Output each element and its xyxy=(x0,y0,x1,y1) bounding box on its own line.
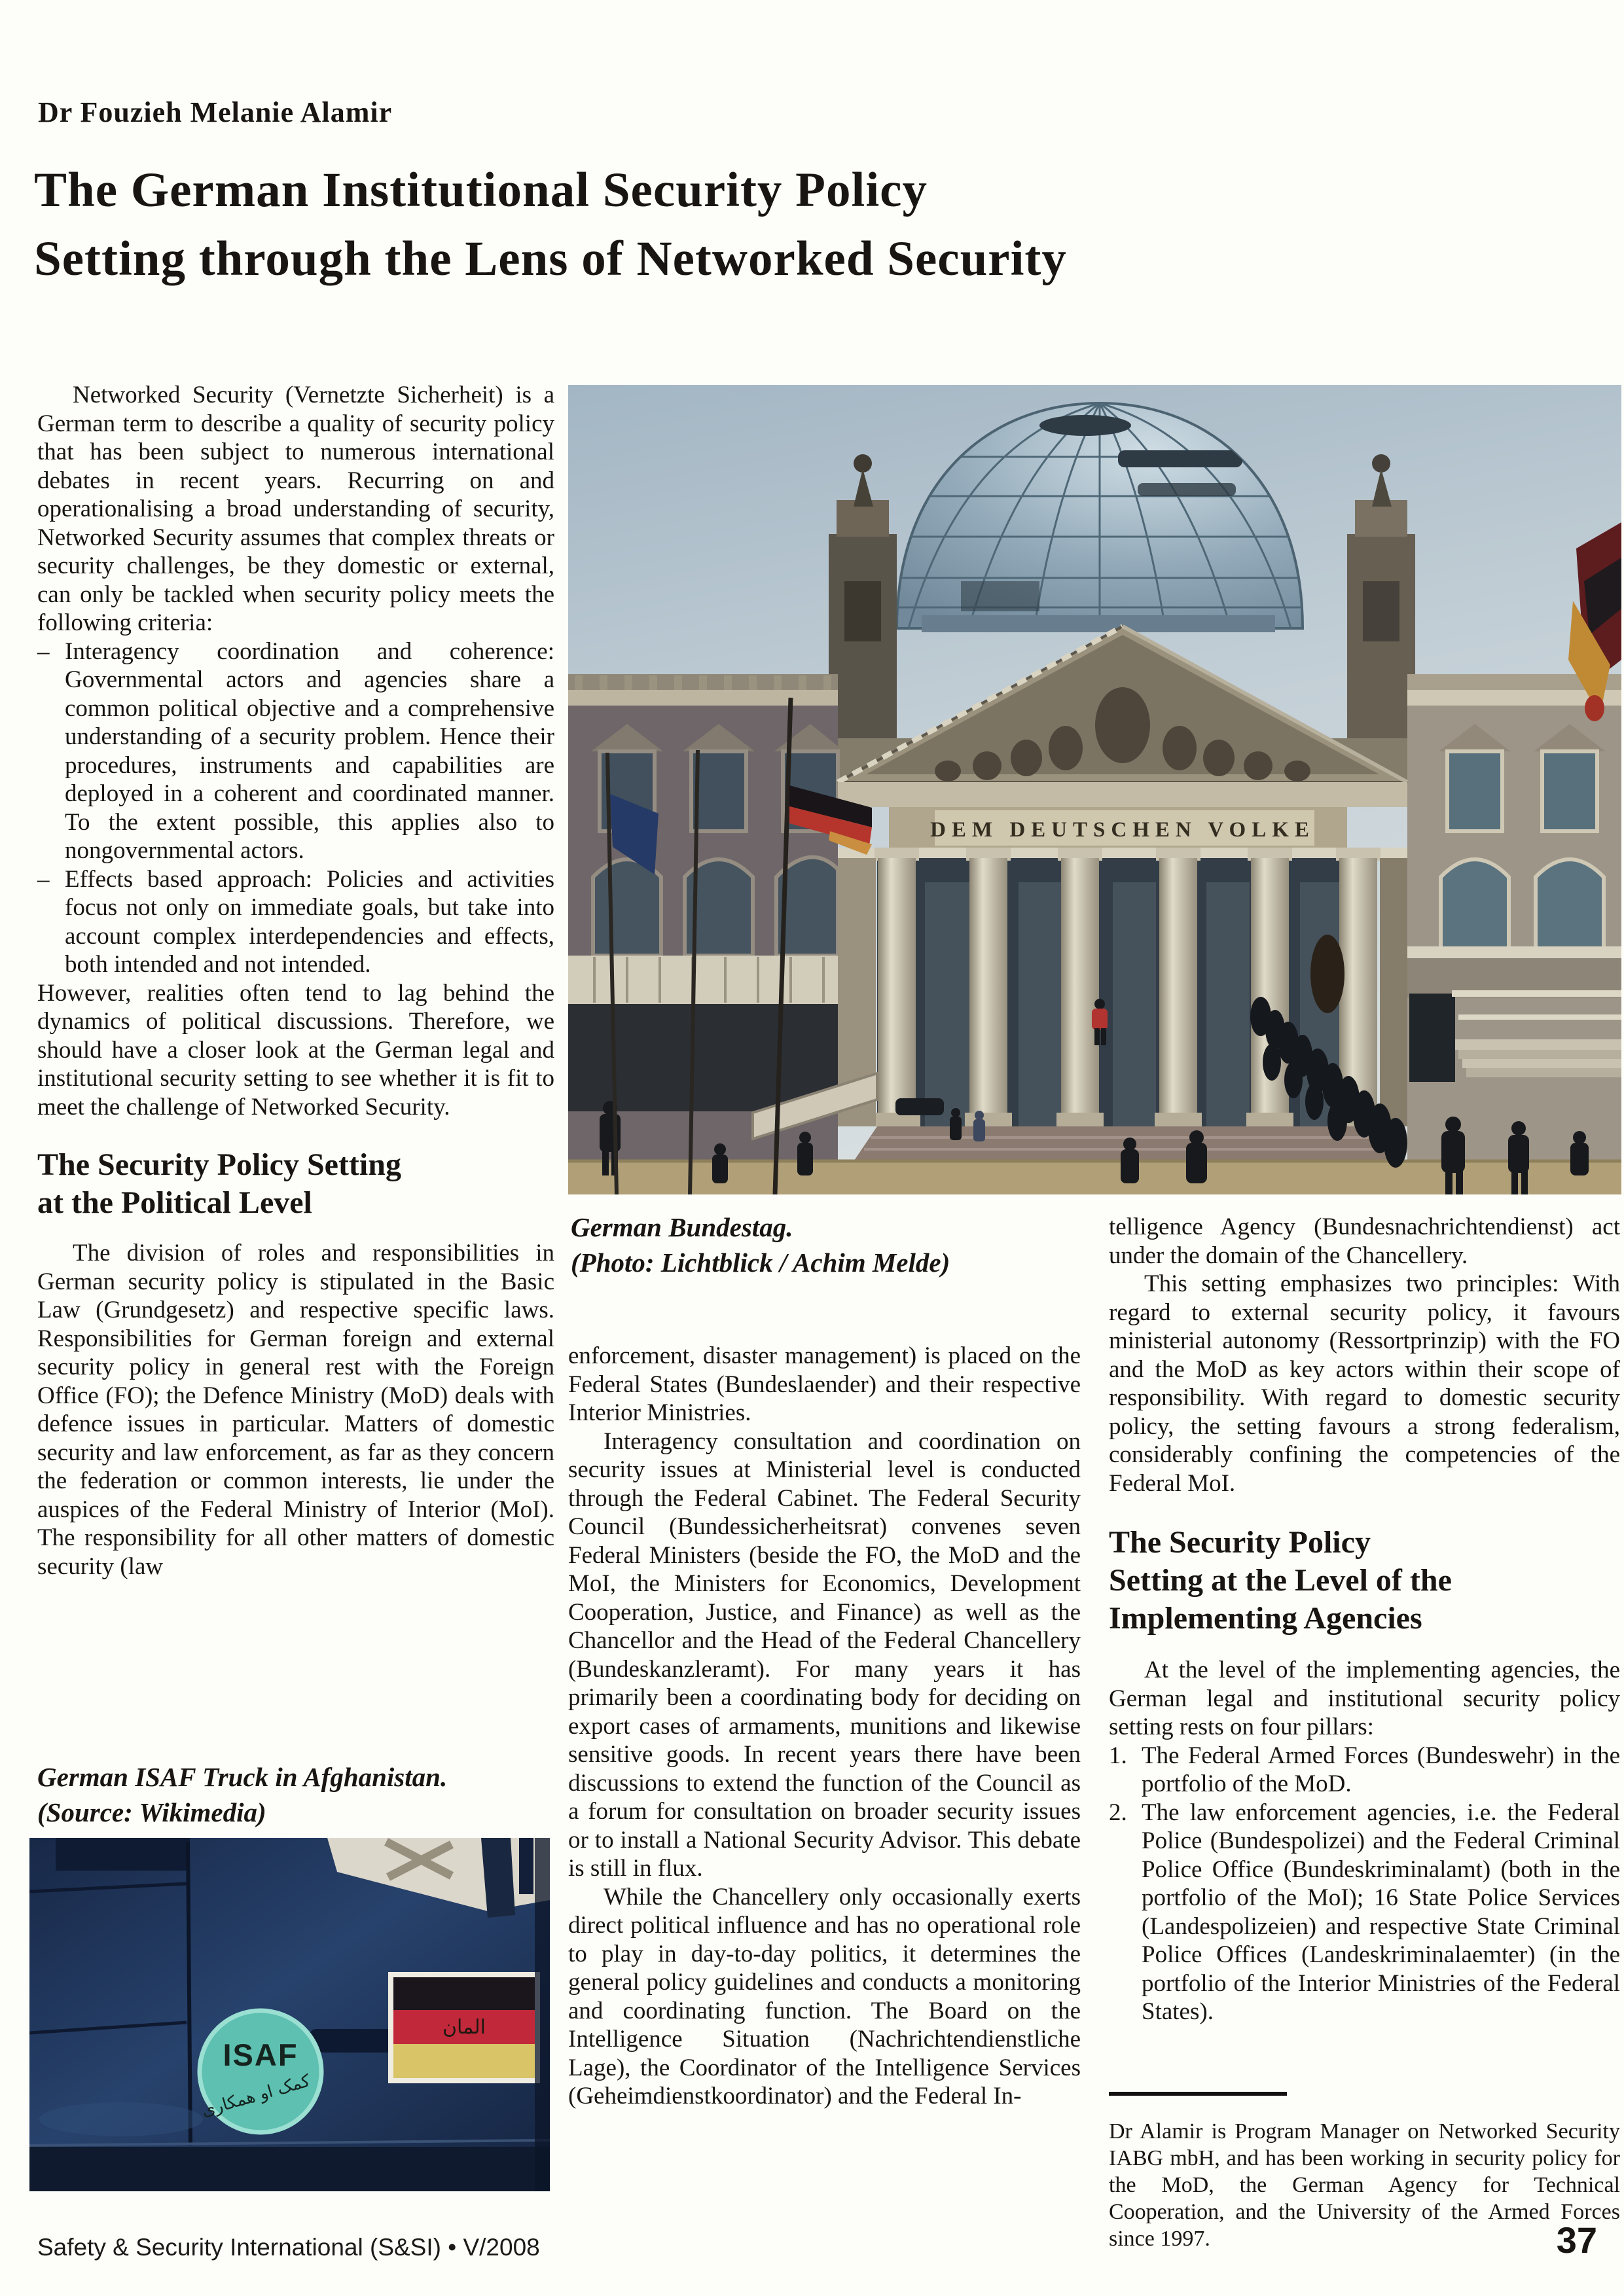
section-heading-line: The Security Policy xyxy=(1109,1525,1371,1560)
right-wing xyxy=(1407,674,1621,1194)
article-title xyxy=(34,156,1067,293)
paragraph: This setting emphasizes two principles: With regard to external security policy, it favours ministerial autonomy (Ressortprinzip) with the FO and the MoD as key actors within their scope of responsibility. With regard to domestic security policy, the setting favours a strong federalism, considerably confining the competencies of the Federal MoI. xyxy=(1109,1270,1620,1497)
page-number: 37 xyxy=(1556,2219,1597,2261)
list-number: 2. xyxy=(1109,1799,1127,1826)
left-tower xyxy=(829,454,897,786)
german-flag-sticker xyxy=(388,1972,540,2083)
paragraph: Networked Security (Vernetzte Sicherheit) is a German term to describe a quality of security policy that has been subject to numerous international debates in recent years. Recurring on and operationalising a broad understanding of security, Networked Security assumes that complex threats or security challenges, be they domestic or external, can only be tackled when security policy meets the following criteria: xyxy=(37,382,554,636)
article-title-line1: The German Institutional Security Policy xyxy=(34,163,928,217)
architrave xyxy=(838,782,1407,807)
section-heading-line: Implementing Agencies xyxy=(1109,1601,1422,1636)
right-shadow xyxy=(535,1838,550,2191)
isaf-badge-text: ISAF xyxy=(223,2037,298,2072)
door-seam xyxy=(188,1842,190,2145)
paragraph: The division of roles and responsibilities in German security policy is stipulated in the Basic Law (Grundgesetz) and respective specific laws. Responsibilities for German foreign and external security policy in general rest with the Foreign Office (FO); the Defence Ministry (MoD) deals with defence issues in particular. Matters of domestic security and law enforcement, as far as they concern the federation or common interests, lie under the auspices of the Federal Ministry of Interior (MoI). The responsibility for all other matters of domestic security (law xyxy=(37,1240,554,1580)
paragraph: While the Chancellery only occasionally exerts direct political influence and has no operational role to play in day-to-day politics, it determines the general policy guidelines and conducts a monitoring and coordinating function. The Board on the Intelligence Situation (Nachrichtendienstliche Lage), the Coordinator of the Intelligence Services (Geheimdienstkoordinator) and the Federal In- xyxy=(568,1883,1081,2109)
caption-line: German ISAF Truck in Afghanistan. xyxy=(37,1762,448,1792)
bundestag-photo-caption xyxy=(571,1210,950,1280)
journal-footer: Safety & Security International (S&SI) • V/2008 xyxy=(37,2234,540,2261)
author-byline: Dr Fouzieh Melanie Alamir xyxy=(38,96,393,128)
paragraph: telligence Agency (Bundesnachrichtendienst) act under the domain of the Chancellery. xyxy=(1109,1213,1620,1269)
bundestag-photo xyxy=(568,385,1621,1194)
inscription: DEM DEUTSCHEN VOLKE xyxy=(930,818,1315,842)
section-heading-political-level xyxy=(37,1146,554,1222)
numbered-list-item xyxy=(1109,1799,1620,2026)
numbered-list-item xyxy=(1109,1742,1620,1799)
list-item xyxy=(37,865,554,979)
isaf-badge xyxy=(200,2011,321,2132)
list-item-text: The Federal Armed Forces (Bundeswehr) in the portfolio of the MoD. xyxy=(1142,1742,1620,1797)
footnote-rule xyxy=(1109,2092,1287,2096)
paragraph: enforcement, disaster management) is placed on the Federal States (Bundeslaender) and their respective Interior Ministries. xyxy=(568,1342,1081,1426)
list-item-text: Effects based approach: Policies and activities focus not only on immediate goals, but take into account complex interdependencies and effects, both intended and not intended. xyxy=(65,865,554,978)
section-heading-implementing-agencies xyxy=(1109,1524,1620,1638)
list-marker: – xyxy=(37,637,50,665)
paragraph: Interagency consultation and coordination on security issues at Ministerial level is conducted through the Federal Cabinet. The Federal Security Council (Bundessicherheitsrat) convenes seven Federal Ministers (beside the FO, the MoD and the MoI, the Ministers for Economics, Development Cooperation, Justice, and Finance) as well as the Chancellor and the Head of the Federal Chancellery (Bundeskanzleramt). For many years it has primarily been a coordinating body for deciding on export cases of armaments, munitions and likewise sensitive goods. In recent years there have been discussions to extend the function of the Council as a forum for consultation on broader security issues or to install a National Security Advisor. This debate is still in flux. xyxy=(568,1427,1081,1882)
car-silhouette xyxy=(895,1098,944,1115)
list-number: 1. xyxy=(1109,1742,1127,1769)
caption-line: (Source: Wikimedia) xyxy=(37,1797,266,1827)
list-item-text: The law enforcement agencies, i.e. the Federal Police (Bundespolizei) and the Federal Criminal Police Office (Bundeskriminalamt) (both in the portfolio of the MoI); 16 State Police Services (Landespolizeien) and respective State Criminal Police Offices (Landeskriminalaemter) (in the portfolio of the Interior Ministries of the Federal States). xyxy=(1142,1799,1620,2025)
isaf-badge-arabic: کمک او همکاری xyxy=(199,2071,313,2121)
caption-line: German Bundestag. xyxy=(571,1212,793,1242)
flag-arabic-label: المان xyxy=(442,2016,486,2039)
mirror-post xyxy=(519,1838,533,1894)
truck-lower-band xyxy=(29,2147,550,2191)
anta-right xyxy=(1380,858,1407,1126)
footnote-text: Dr Alamir is Program Manager on Networked Security IABG mbH, and has been working in security policy for the MoD, the German Agency for Technical Cooperation, and the University of the Armed Forces since 1997. xyxy=(1109,2119,1620,2251)
column-1 xyxy=(37,381,554,1581)
column-2 xyxy=(568,1342,1081,2111)
section-heading-line: at the Political Level xyxy=(37,1185,312,1220)
list-marker: – xyxy=(37,865,50,893)
cab-roof-shadow xyxy=(56,1838,190,1871)
section-heading-line: Setting at the Level of the xyxy=(1109,1563,1452,1598)
dome-base xyxy=(922,615,1275,632)
list-item-text: Interagency coordination and coherence: Governmental actors and agencies share a common political objective and a comprehensive understanding of a security problem. Hence their procedures, instruments and capabilities are deployed in a coherent and coordinated manner. To the extent possible, this applies also to nongovernmental actors. xyxy=(65,637,554,864)
truck-photo xyxy=(29,1838,550,2191)
caption-line: (Photo: Lichtblick / Achim Melde) xyxy=(571,1247,950,1278)
statue-niche xyxy=(1310,935,1344,1013)
truck-photo-caption xyxy=(37,1759,447,1830)
reflection xyxy=(39,2102,203,2136)
right-tower xyxy=(1347,454,1415,786)
paragraph: However, realities often tend to lag behind the dynamics of political discussions. Therefore, we should have a closer look at the German legal and institutional security setting to see whether it is fit to meet the challenge of Networked Security. xyxy=(37,979,554,1121)
section-heading-line: The Security Policy Setting xyxy=(37,1147,401,1182)
paragraph: At the level of the implementing agencies, the German legal and institutional security policy setting rests on four pillars: xyxy=(1109,1657,1620,1740)
list-item xyxy=(37,637,554,865)
column-3 xyxy=(1109,1213,1620,2026)
article-title-line2: Setting through the Lens of Networked Security xyxy=(34,232,1067,286)
